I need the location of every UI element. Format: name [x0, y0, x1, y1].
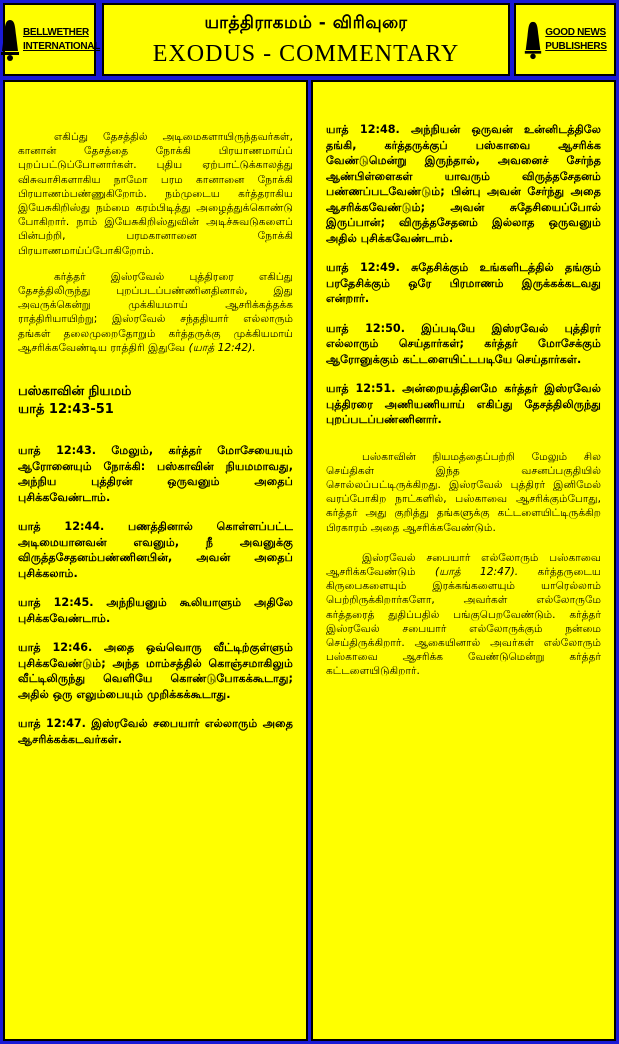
logo-right-line1: GOOD NEWS	[545, 26, 606, 38]
verse-12-50: யாத் 12:50. இப்படியே இஸ்ரவேல் புத்திரர் எல்லாரும் செய்தார்கள்; கர்த்தர் மோசேக்கும் ஆரோனுக்கும் கட்டளையிட்டபடியே செய்தார்கள்.	[326, 321, 601, 366]
commentary-paragraph-4	[326, 551, 601, 679]
title-box	[102, 3, 510, 76]
page-title-english: EXODUS - COMMENTARY	[152, 41, 460, 67]
commentary-paragraph-4-text-a: இஸ்ரவேல் சபையார் எல்லோரும் பஸ்காவை ஆசரிக்கவேண்டும்	[326, 551, 601, 578]
logo-right-line2: PUBLISHERS	[545, 40, 607, 52]
commentary-paragraph-2-text: கர்த்தர் இஸ்ரவேல் புத்திரரை எகிப்து தேசத்திலிருந்து புறப்படப்பண்ணினதினால், இது அவருக்கென்று முக்கியமாய் ஆசரிக்கத்தக்க ராத்திரியாயிற்று; இஸ்ரவேல் சந்ததியார் எல்லாரும் தங்கள் தலைமுறைதோறும் கர்த்தருக்கு முக்கியமாய் ஆசரிக்கவேண்டிய ராத்திரி இதுவே	[18, 270, 293, 354]
logo-left	[3, 3, 101, 76]
logo-left-line1: BELLWETHER	[22, 26, 89, 38]
commentary-paragraph-3: பஸ்காவின் நியமத்தைப்பற்றி மேலும் சில செய்திகள் இந்த வசனப்பகுதியில் சொல்லப்பட்டிருக்கிறது. இஸ்ரவேல் புத்திரர் இனிமேல் வரப்போகிற நாட்களில், பஸ்காவை ஆசரிக்கும்போது, கர்த்தர் அது குறித்து தங்களுக்கு கட்டளையிட்டிருக்கிற பிரகாரம் அதை ஆசரிக்கவேண்டும்.	[326, 450, 601, 534]
bell-logo-icon	[0, 17, 21, 63]
commentary-paragraph-2	[18, 270, 293, 355]
verse-12-51: யாத் 12:51. அன்றையத்தினமே கர்த்தர் இஸ்ரவேல் புத்திரரை அணியணியாய் எகிப்து தேசத்திலிருந்து புறப்படப்பண்ணினார்.	[326, 382, 601, 426]
verse-12-46: யாத் 12:46. அதை ஒவ்வொரு வீட்டிற்குள்ளும் புசிக்கவேண்டும்; அந்த மாம்சத்தில் கொஞ்சமாகிலும் வீட்டிலிருந்து வெளியே கொண்டுபோகக்கூடாது; அதில் ஒரு எலும்பையும் முறிக்கக்கூடாது.	[18, 641, 293, 701]
verse-12-47: யாத் 12:47. இஸ்ரவேல் சபையார் எல்லாரும் அதை ஆசரிக்கக்கடவர்கள்.	[18, 717, 293, 746]
section-heading-reference: யாத் 12:43-51	[18, 402, 114, 418]
section-heading	[18, 383, 293, 419]
page-title-tamil: யாத்திராகமம் - விரிவுரை	[204, 13, 408, 33]
logo-left-line2: INTERNATIONAL	[22, 40, 101, 52]
bell-logo-icon	[523, 17, 543, 63]
verse-12-44: யாத் 12:44. பணத்தினால் கொள்ளப்பட்ட அடிமையானவன் எவனும், நீ அவனுக்கு விருத்தசேதனம்பண்ணினபின், அவன் அதைப் புசிக்கலாம்.	[18, 520, 293, 580]
commentary-paragraph-4-text-b: கர்த்தருடைய கிருபைகளையும் இரக்கங்களையும் யாரெல்லாம் பெற்றிருக்கிறார்களோ, அவர்கள் எல்லோருமே கர்த்தரைத் துதிப்பதில் பங்குபெறவேண்டும். கர்த்தர் இஸ்ரவேல் சபையார் எல்லோருக்கும் நன்மை செய்திருக்கிறார். ஆகையினால் அவர்கள் எல்லோரும் பஸ்காவை ஆசரிக்க வேண்டுமென்று கர்த்தர் கட்டளையிடுகிறார்.	[326, 565, 601, 678]
left-column	[3, 80, 308, 1041]
logo-right	[514, 3, 616, 76]
verse-reference: (யாத் 12:47).	[434, 565, 519, 578]
verse-12-45: யாத் 12:45. அந்நியனும் கூலியாளும் அதிலே புசிக்கவேண்டாம்.	[18, 596, 293, 625]
verse-12-48: யாத் 12:48. அந்நியன் ஒருவன் உன்னிடத்திலே தங்கி, கர்த்தருக்குப் பஸ்காவை ஆசரிக்க வேண்டுமென்று இருந்தால், அவனைச் சேர்ந்த ஆண்பிள்ளைகள் யாவரும் விருத்தசேதனம் பண்ணப்படவேண்டும்; பின்பு அவன் சேர்ந்து அதை ஆசரிக்கவேண்டும்; அவன் சுதேசியைப்போல் இருப்பான்; விருத்தசேதனம் இல்லாத ஒருவனும் அதில் புசிக்கவேண்டாம்.	[326, 123, 601, 245]
verse-12-43: யாத் 12:43. மேலும், கர்த்தர் மோசேயையும் ஆரோனையும் நோக்கி: பஸ்காவின் நியமமாவது, அந்நிய புத்திரன் ஒருவனும் அதைப் புசிக்கவேண்டாம்.	[18, 444, 293, 504]
right-column	[311, 80, 616, 1041]
verse-12-49: யாத் 12:49. சுதேசிக்கும் உங்களிடத்தில் தங்கும் பரதேசிக்கும் ஒரே பிரமாணம் இருக்கக்கடவது என்றார்.	[326, 261, 601, 305]
verse-reference: (யாத் 12:42).	[188, 341, 256, 354]
commentary-paragraph-1: எகிப்து தேசத்தில் அடிமைகளாயிருந்தவர்கள், கானான் தேசத்தை நோக்கி பிரயாணமாய்ப் புறப்பட்டுப்போனார்கள். புதிய ஏற்பாட்டுக்காலத்து விசுவாசிகளாகிய நாமோ பரம கானானை நோக்கி பிரயாணம்பண்ணுகிறோம். நம்முடைய கர்த்தராகிய இயேசுகிறிஸ்து நம்மை கரம்பிடித்து அழைத்துக்கொண்டு போகிறார். நாம் இயேசுகிறிஸ்துவின் அடிச்சுவடுகளைப் பின்பற்றி, பரமகானானை நோக்கி பிரயாணமாய்ப்போகிறோம்.	[18, 131, 293, 257]
section-heading-title: பஸ்காவின் நியமம்	[18, 384, 132, 400]
